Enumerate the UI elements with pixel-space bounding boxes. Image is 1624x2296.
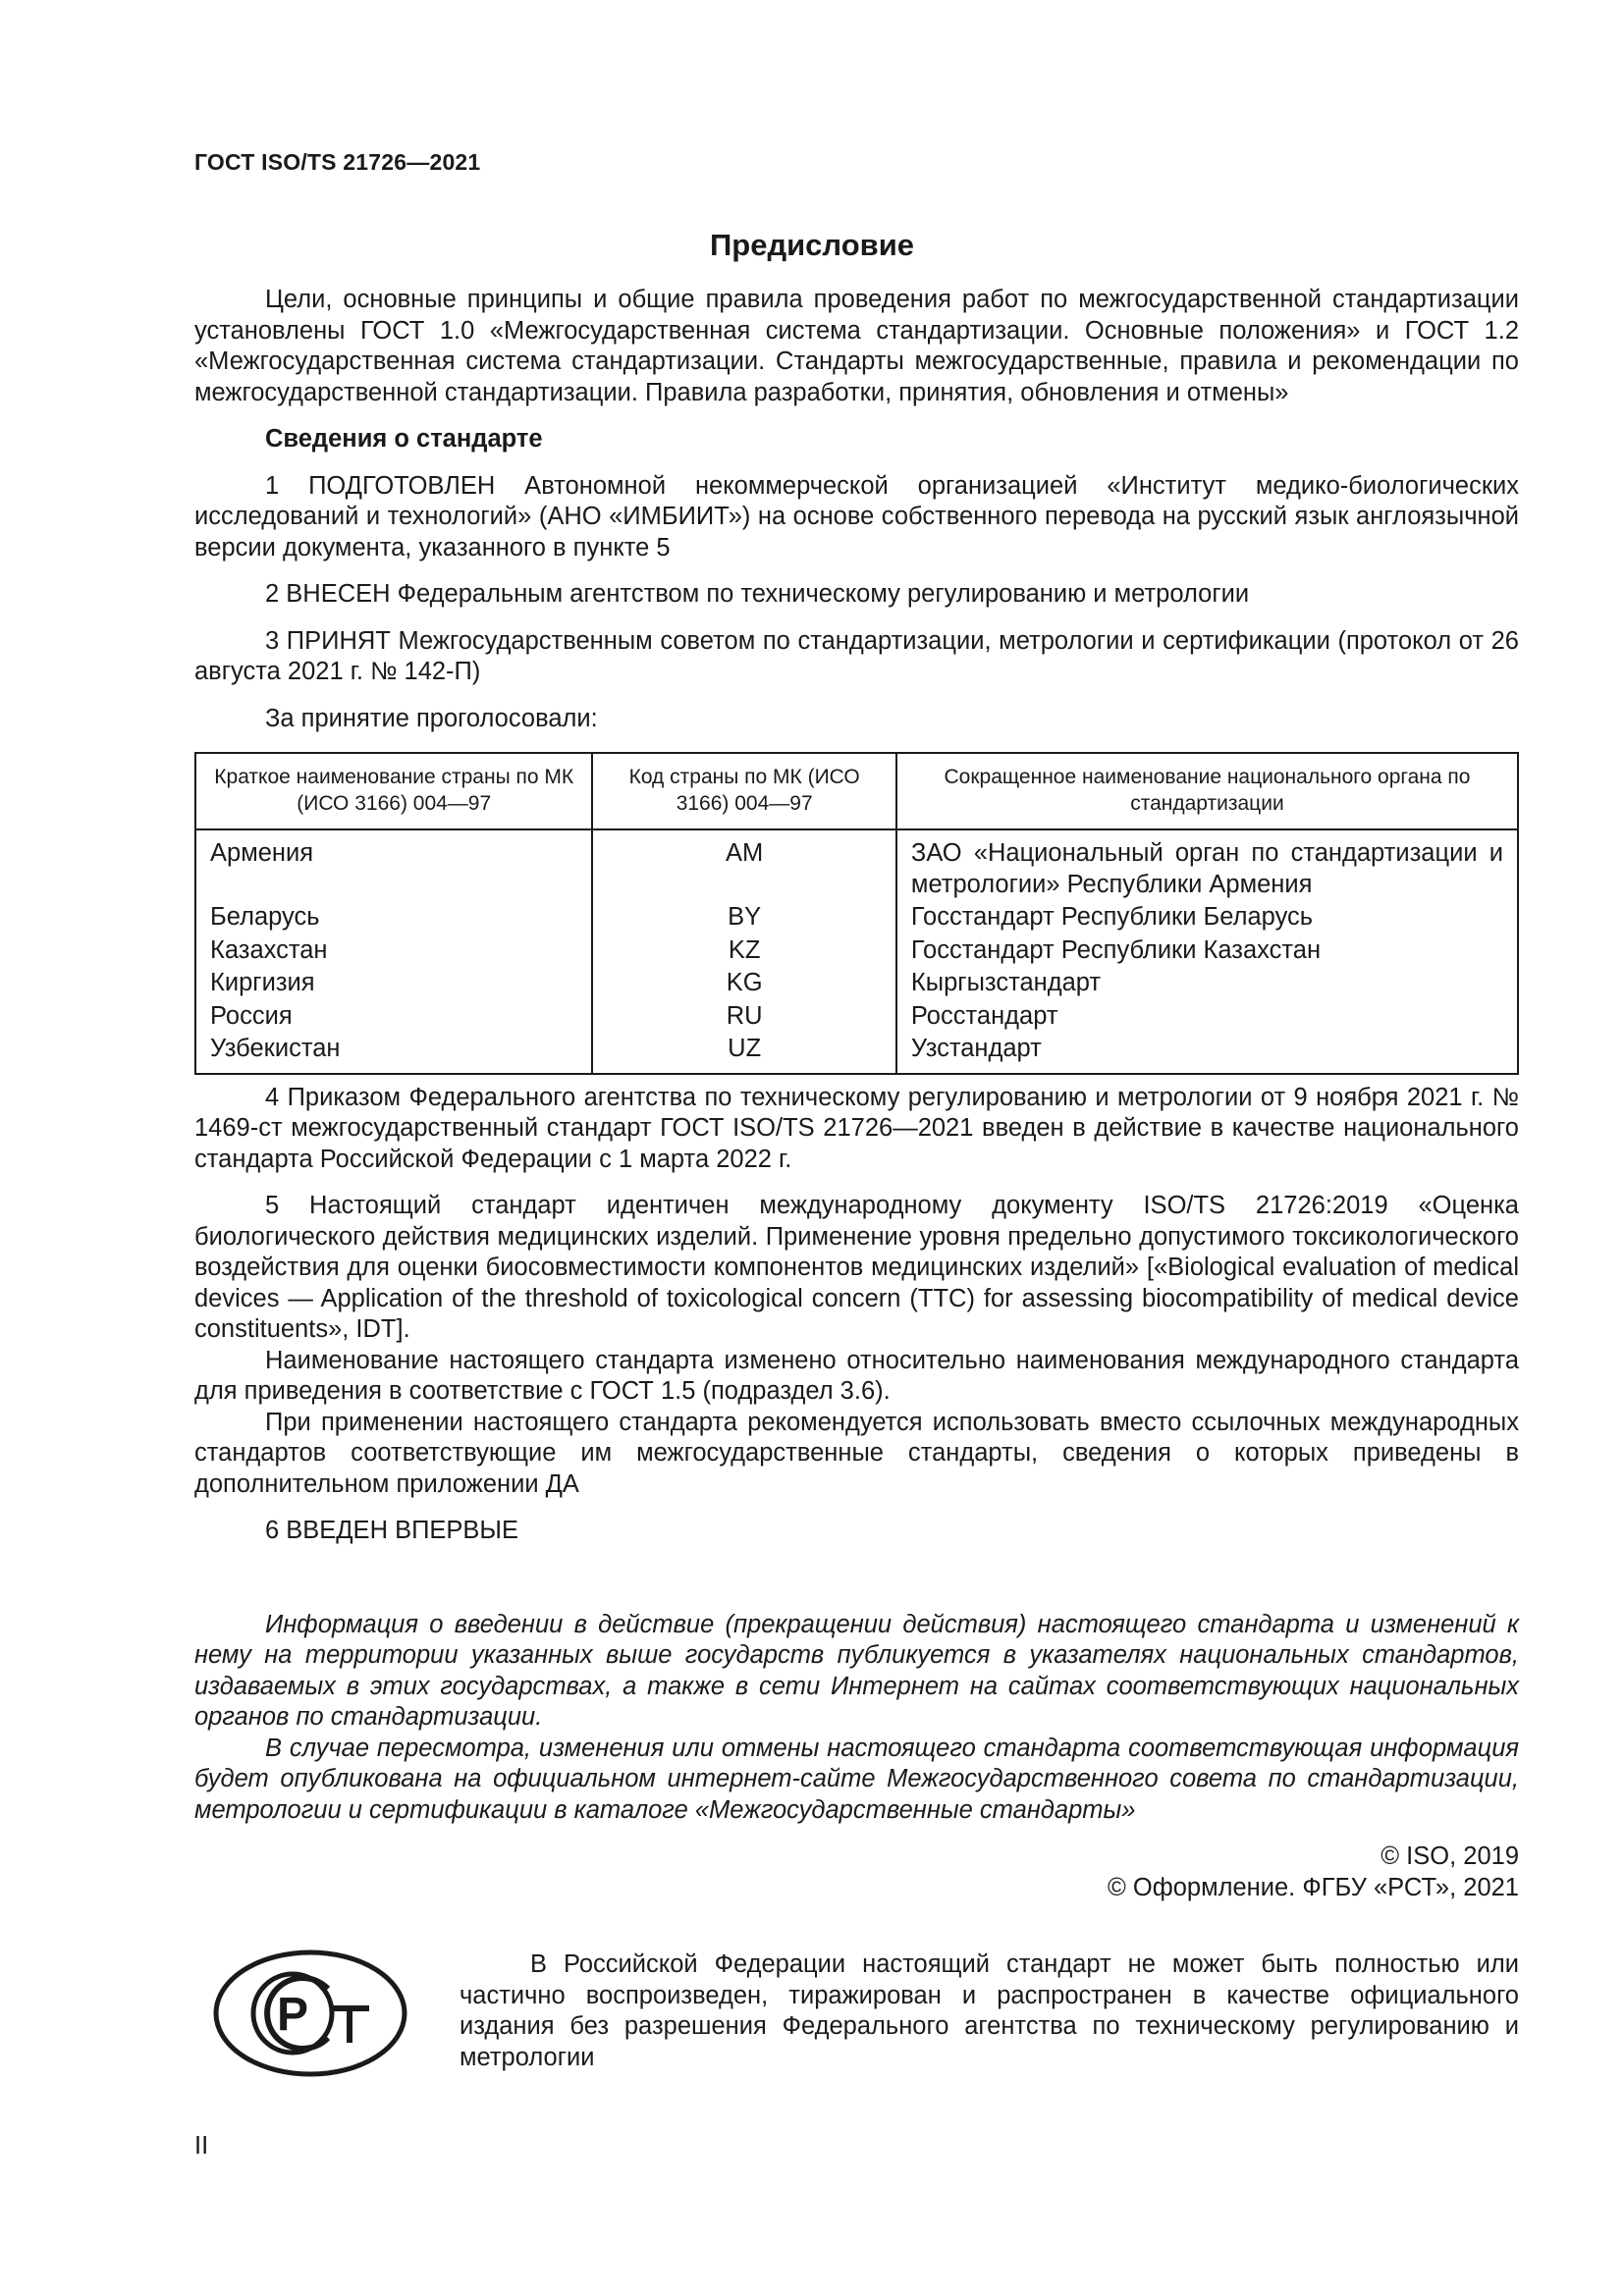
table-row	[195, 1000, 1518, 1034]
voting-table	[194, 752, 1519, 1075]
cell-code: RU	[592, 1000, 895, 1034]
table-row	[195, 967, 1518, 1000]
item-1: 1 ПОДГОТОВЛЕН Автономной некоммерческой организацией «Институт медико-биологических исследований и технологий» (АНО «ИМБИИТ») на основе собственного перевода на русский язык англоязычной версии документа, указанного в пункте 5	[194, 471, 1519, 561]
svg-text:Р: Р	[276, 1989, 309, 2041]
cell-code: BY	[592, 901, 895, 934]
cell-code: KZ	[592, 934, 895, 968]
page-title: Предисловие	[709, 228, 914, 262]
notice-paragraph-2: В случае пересмотра, изменения или отмены настоящего стандарта соответствующая информация будет опубликована на официальном интернет-сайте Межгосударственного совета по стандартизации, метрологии и сертификации в каталоге «Межгосударственные стандарты»	[194, 1734, 1519, 1824]
cell-country: Беларусь	[195, 901, 592, 934]
cell-org: ЗАО «Национальный орган по стандартизации и метрологии» Республики Армения	[896, 829, 1518, 901]
cell-country: Узбекистан	[195, 1033, 592, 1074]
cell-org: Узстандарт	[896, 1033, 1518, 1074]
header-org: Сокращенное наименование национального органа по стандартизации	[896, 753, 1518, 829]
reproduction-notice: В Российской Федерации настоящий стандарт не может быть полностью или частично воспроизведен, тиражирован и распространен в качестве официального издания без разрешения Федерального агентства по техническому регулированию и метрологии	[460, 1950, 1519, 2071]
section-heading: Сведения о стандарте	[265, 425, 543, 453]
item-3: 3 ПРИНЯТ Межгосударственным советом по стандартизации, метрологии и сертификации (протокол от 26 августа 2021 г. № 142-П)	[194, 626, 1519, 685]
cell-country: Армения	[195, 829, 592, 901]
item-2: 2 ВНЕСЕН Федеральным агентством по техническому регулированию и метрологии	[265, 580, 1250, 608]
copyright-design: © Оформление. ФГБУ «РСТ», 2021	[1108, 1873, 1519, 1901]
intro-paragraph: Цели, основные принципы и общие правила проведения работ по межгосударственной стандартизации установлены ГОСТ 1.0 «Межгосударственная система стандартизации. Основные положения» и ГОСТ 1.2 «Межгосударственная система стандартизации. Стандарты межгосударственные, правила и рекомендации по межгосударственной стандартизации. Правила разработки, принятия, обновления и отмены»	[194, 286, 1519, 406]
page-number: II	[194, 2132, 209, 2160]
item-5-note-2: При применении настоящего стандарта рекомендуется использовать вместо ссылочных международных стандартов соответствующие им межгосударственные стандарты, сведения о которых приведены в дополнительном приложении ДА	[194, 1408, 1519, 1498]
item-4: 4 Приказом Федерального агентства по техническому регулированию и метрологии от 9 ноября 2021 г. № 1469-ст межгосударственный стандарт ГОСТ ISO/TS 21726—2021 введен в действие в качестве национального стандарта Российской Федерации с 1 марта 2022 г.	[194, 1083, 1519, 1173]
rst-logo-icon	[212, 1949, 408, 2077]
item-5-note-1: Наименование настоящего стандарта изменено относительно наименования международного стандарта для приведения в соответствие с ГОСТ 1.5 (подраздел 3.6).	[194, 1346, 1519, 1405]
header-country: Краткое наименование страны по МК (ИСО 3166) 004—97	[195, 753, 592, 829]
table-row	[195, 934, 1518, 968]
cell-code: AM	[592, 829, 895, 901]
cell-country: Россия	[195, 1000, 592, 1034]
document-body	[194, 285, 1519, 1903]
table-row	[195, 829, 1518, 901]
cell-org: Госстандарт Республики Казахстан	[896, 934, 1518, 968]
cell-code: KG	[592, 967, 895, 1000]
header-code: Код страны по МК (ИСО 3166) 004—97	[592, 753, 895, 829]
vote-intro: За принятие проголосовали:	[265, 704, 598, 732]
notice-paragraph-1: Информация о введении в действие (прекращении действия) настоящего стандарта и изменений к нему на территории указанных выше государств публикуется в указателях национальных стандартов, издаваемых в этих государствах, а также в сети Интернет на сайтах соответствующих национальных органов по стандартизации.	[194, 1610, 1519, 1731]
table-row	[195, 901, 1518, 934]
cell-code: UZ	[592, 1033, 895, 1074]
item-6: 6 ВВЕДЕН ВПЕРВЫЕ	[265, 1517, 519, 1544]
table-row	[195, 1033, 1518, 1074]
cell-country: Киргизия	[195, 967, 592, 1000]
item-5: 5 Настоящий стандарт идентичен международному документу ISO/TS 21726:2019 «Оценка биологического действия медицинских изделий. Применение уровня предельно допустимого токсикологического воздействия для оценки биосовместимости компонентов медицинских изделий» [«Biological evaluation of medical devices — Application of the threshold of toxicological concern (TTC) for assessing biocompatibility of medical device constituents», IDT].	[194, 1192, 1519, 1343]
cell-org: Кыргызстандарт	[896, 967, 1518, 1000]
cell-org: Госстандарт Республики Беларусь	[896, 901, 1518, 934]
standard-code: ГОСТ ISO/TS 21726—2021	[194, 149, 481, 175]
copyright-iso: © ISO, 2019	[1380, 1842, 1519, 1870]
table-header-row	[195, 753, 1518, 829]
cell-country: Казахстан	[195, 934, 592, 968]
cell-org: Росстандарт	[896, 1000, 1518, 1034]
